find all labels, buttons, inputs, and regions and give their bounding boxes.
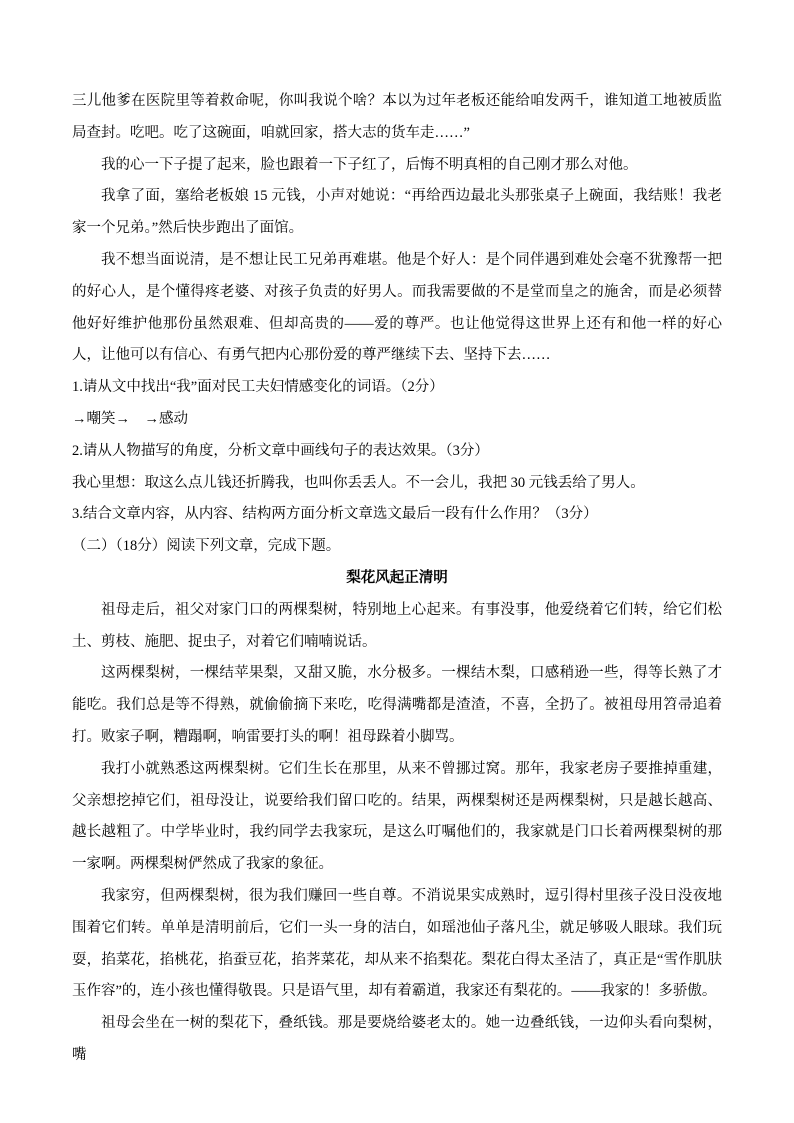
paragraph-dialogue-continuation: 三儿他爹在医院里等着救命呢，你叫我说个啥？本以为过年老板还能给咱发两千，谁知道工地被质监局查封。吃吧。吃了这碗面，咱就回家，搭大志的货车走……” — [72, 93, 722, 141]
paragraph: 祖母会坐在一树的梨花下，叠纸钱。那是要烧给婆老太的。她一边叠纸钱，一边仰头看向梨树，嘴 — [72, 1015, 722, 1063]
question-2: 2.请从人物描写的角度，分析文章中画线句子的表达效果。（3分） — [72, 442, 489, 459]
paragraph: 我打小就熟悉这两棵梨树。它们生长在那里，从来不曾挪过窝。那年，我家老房子要推掉重建，父亲想挖掉它们，祖母没让，说要给我们留口吃的。结果，两棵梨树还是两棵梨树，只是越长越高、越长越粗了。中学毕业时，我约同学去我家玩，是这么叮嘱他们的，我家就是门口长着两棵梨树的那一家啊。两棵梨树俨然成了我家的象征。 — [72, 760, 722, 873]
paragraph: 祖母走后，祖父对家门口的两棵梨树，特别地上心起来。有事没事，他爱绕着它们转，给它们松土、剪枝、施肥、捉虫子，对着它们喃喃说话。 — [72, 601, 722, 650]
paragraph: 我家穷，但两棵梨树，很为我们赚回一些自尊。不消说果实成熟时，逗引得村里孩子没日没夜地围着它们转。单单是清明前后，它们一头一身的洁白，如瑶池仙子落凡尘，就足够吸人眼球。我们玩耍，掐菜花，掐桃花，掐蚕豆花，掐荠菜花，却从来不掐梨花。梨花白得太圣洁了，真正是“雪作肌肤玉作容”的，连小孩也懂得敬畏。只是语气里，却有着霸道，我家还有梨花的。——我家的！多骄傲。 — [72, 887, 722, 1000]
paragraph: 这两棵梨树，一棵结苹果梨，又甜又脆，水分极多。一棵结木梨，口感稍逊一些，得等长熟了才能吃。我们总是等不得熟，就偷偷摘下来吃，吃得满嘴都是渣渣，不喜，全扔了。被祖母用笤帚追着打。败家子啊，糟蹋啊，响雷要打头的啊！祖母跺着小脚骂。 — [72, 665, 722, 745]
paragraph: 我的心一下子提了起来，脸也跟着一下子红了，后悔不明真相的自己刚才那么对他。 — [101, 156, 638, 173]
paragraph: 我不想当面说清，是不想让民工兄弟再难堪。他是个好人：是个同伴遇到难处会毫不犹豫帮一把的好心人，是个懂得疼老婆、对孩子负责的好男人。而我需要做的不是堂而皇之的施舍，而是必须替他好好维护他那份虽然艰难、但却高贵的——爱的尊严。也让他觉得这世界上还有和他一样的好心人，让他可以有信心、有勇气把内心那份爱的尊严继续下去、坚持下去…… — [72, 251, 722, 364]
question-3: 3.结合文章内容，从内容、结构两方面分析文章选文最后一段有什么作用？（3分） — [72, 506, 598, 523]
section-2-header: （二）（18分）阅读下列文章，完成下题。 — [72, 538, 341, 555]
quoted-sentence: 我心里想：取这么点儿钱还折腾我，也叫你丢丢人。不一会儿，我把 30 元钱丢给了男人。 — [72, 474, 645, 491]
answer-blank-arrows: →嘲笑→ →感动 — [72, 410, 188, 427]
question-1: 1.请从文中找出“我”面对民工夫妇情感变化的词语。（2分） — [72, 379, 444, 396]
article-title: 梨花风起正清明 — [346, 569, 448, 586]
paragraph: 我拿了面，塞给老板娘 15 元钱，小声对她说：“再给西边最北头那张桌子上碗面，我结账！我老家一个兄弟。”然后快步跑出了面馆。 — [72, 188, 722, 237]
